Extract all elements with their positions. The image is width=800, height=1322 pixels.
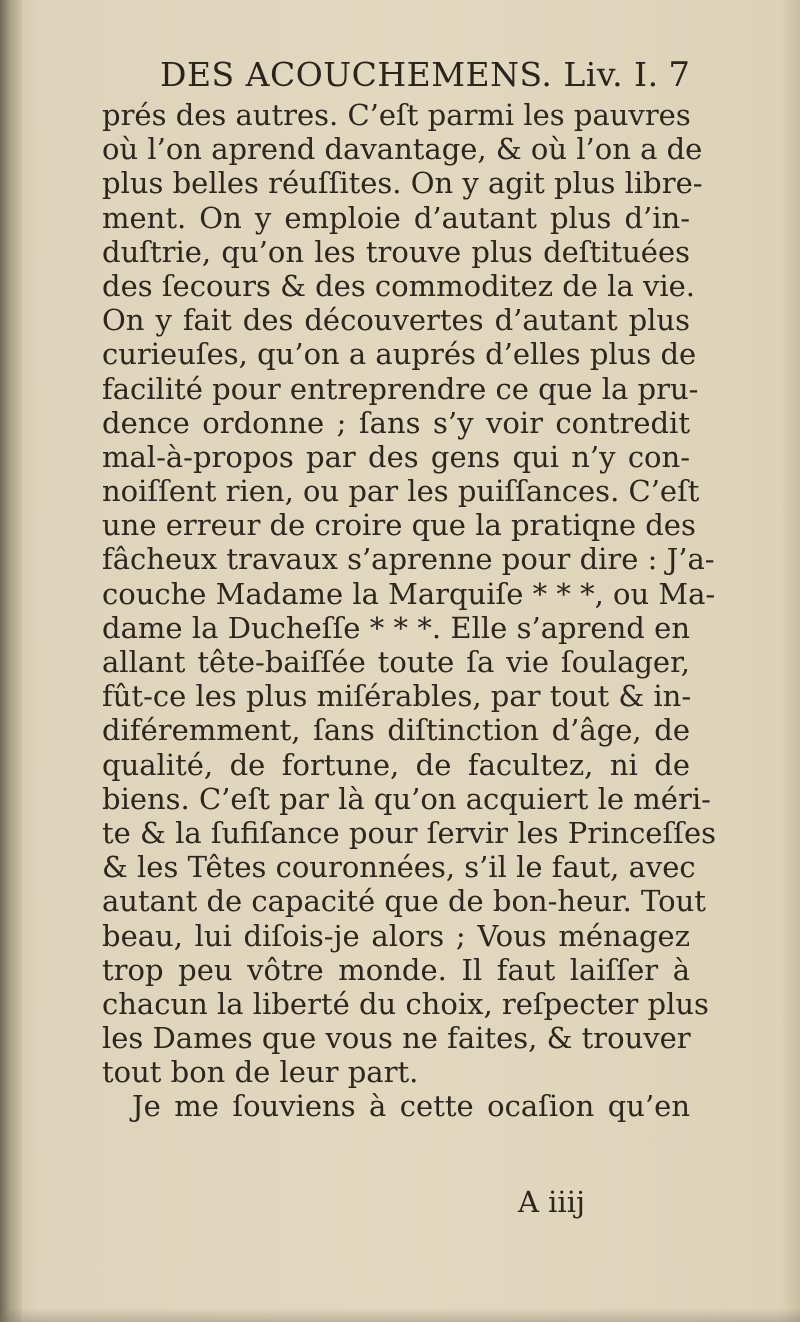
text-line: ment. On y emploie d’autant plus d’in- xyxy=(102,200,690,235)
text-line: des ſecours & des commoditez de la vie. xyxy=(102,268,695,303)
page-gutter xyxy=(0,0,22,1322)
text-line: beau, lui diſois-je alors ; Vous ménagez xyxy=(102,918,690,953)
text-line: facilité pour entreprendre ce que la pru- xyxy=(102,371,699,406)
text-line: On y fait des découvertes d’autant plus xyxy=(102,303,690,338)
text-line: chacun la liberté du choix, reſpecter plus xyxy=(102,986,709,1021)
text-line: diféremment, ſans diſtinction d’âge, de xyxy=(102,713,690,748)
text-line: fût-ce les plus miſérables, par tout & in- xyxy=(102,679,692,714)
text-line: trop peu vôtre monde. Il faut laiſſer à xyxy=(102,952,690,987)
page-header xyxy=(160,52,690,98)
text-line: couche Madame la Marquiſe * * *, ou Ma- xyxy=(102,576,716,611)
page-bottom-edge xyxy=(0,1308,800,1322)
text-line: une erreur de croire que la pratiqne des xyxy=(102,508,696,543)
text-line: noiſſent rien, ou par les puiſſances. C’eſt xyxy=(102,474,700,509)
text-line: les Dames que vous ne faites, & trouver xyxy=(102,1021,691,1056)
running-title: DES ACOUCHEMENS. Liv. I. xyxy=(160,55,659,94)
text-line: tout bon de leur part. xyxy=(102,1055,419,1090)
text-line: duſtrie, qu’on les trouve plus deſtituées xyxy=(102,234,690,269)
text-line: autant de capacité que de bon-heur. Tout xyxy=(102,884,706,919)
text-line: curieuſes, qu’on a auprés d’elles plus de xyxy=(102,337,697,372)
text-line: où l’on aprend davantage, & où l’on a de xyxy=(102,132,703,167)
new-paragraph-line: Je me ſouviens à cette ocaſion qu’en xyxy=(132,1089,690,1124)
page-number: 7 xyxy=(668,55,690,95)
text-line: fâcheux travaux s’aprenne pour dire : J’a- xyxy=(102,542,715,577)
text-line: prés des autres. C’eſt parmi les pauvres xyxy=(102,98,691,132)
text-line: qualité, de fortune, de facultez, ni de xyxy=(102,747,690,782)
signature-mark: A iiij xyxy=(518,1185,585,1219)
text-line: dame la Ducheſſe * * *. Elle s’aprend en xyxy=(102,610,690,645)
body-text xyxy=(102,98,716,1124)
text-line: & les Têtes couronnées, s’il le faut, avec xyxy=(102,850,696,885)
text-line: te & la ſufiſance pour ſervir les Princeſſes xyxy=(102,815,716,850)
text-line: plus belles réuſſites. On y agit plus libre- xyxy=(102,166,703,201)
text-line: dence ordonne ; ſans s’y voir contredit xyxy=(102,405,690,440)
text-line: mal-à-propos par des gens qui n’y con- xyxy=(102,439,690,474)
text-line: allant tête-baiſſée toute ſa vie ſoulager, xyxy=(102,645,690,679)
text-line: biens. C’eſt par là qu’on acquiert le méri- xyxy=(102,781,711,816)
